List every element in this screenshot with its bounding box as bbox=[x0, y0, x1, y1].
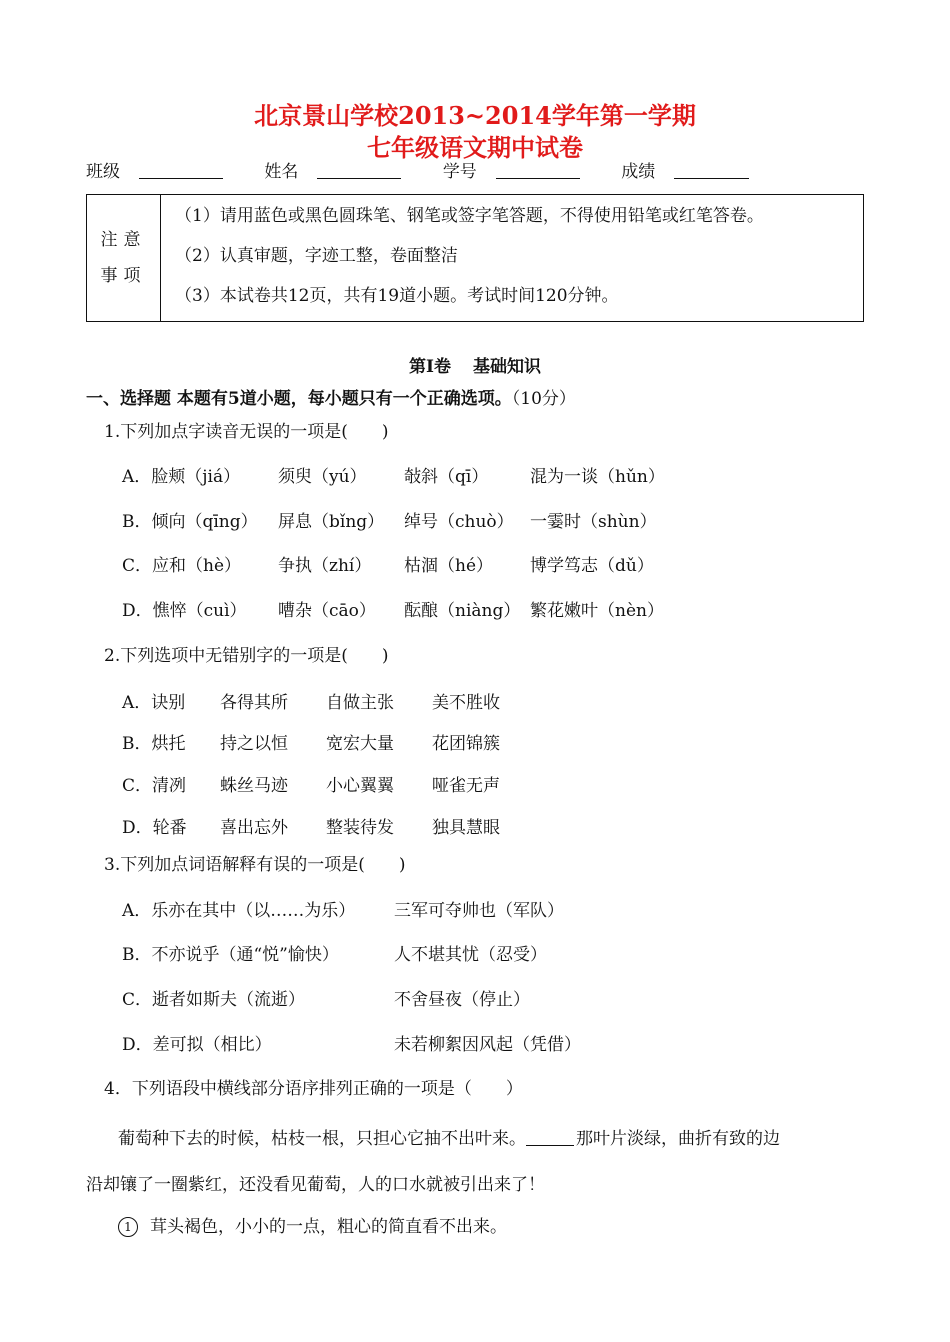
q1-option-d-2: 嘈杂（cāo） bbox=[278, 601, 376, 621]
q2-option-d-1[interactable]: D．轮番 bbox=[122, 818, 187, 838]
q1-option-b-2: 屏息（bǐng） bbox=[278, 512, 385, 532]
exam-title-line2: 七年级语文期中试卷 bbox=[367, 133, 583, 162]
score-blank[interactable] bbox=[674, 164, 749, 179]
q2-option-a-3: 自做主张 bbox=[326, 693, 394, 713]
score-field[interactable]: 成绩 bbox=[621, 162, 767, 182]
question-4-stem: 4．下列语段中横线部分语序排列正确的一项是（ ） bbox=[104, 1079, 523, 1099]
q3-option-a-1[interactable]: A．乐亦在其中（以……为乐） bbox=[122, 901, 356, 921]
q1-option-d-1[interactable]: D．憔悴（cuì） bbox=[122, 601, 247, 621]
exam-title-line1: 北京景山学校2013~2014学年第一学期 bbox=[254, 101, 696, 130]
question-2-stem: 2.下列选项中无错别字的一项是( ) bbox=[104, 646, 389, 666]
q1-option-c-1[interactable]: C．应和（hè） bbox=[122, 556, 242, 576]
q4-passage-line2: 沿却镶了一圈紫红，还没看见葡萄，人的口水就被引出来了！ bbox=[86, 1175, 545, 1195]
q2-option-b-1[interactable]: B．烘托 bbox=[122, 734, 186, 754]
q1-option-b-1[interactable]: B．倾向（qīng） bbox=[122, 512, 258, 532]
q2-option-a-2: 各得其所 bbox=[220, 693, 288, 713]
q1-option-a-2: 须臾（yú） bbox=[278, 467, 367, 487]
q2-option-d-4: 独具慧眼 bbox=[432, 818, 500, 838]
q3-option-a-2: 三军可夺帅也（军队） bbox=[394, 901, 564, 921]
q2-option-b-4: 花团锦簇 bbox=[432, 734, 500, 754]
q3-option-b-2: 人不堪其忧（忍受） bbox=[394, 945, 547, 965]
q2-option-d-2: 喜出忘外 bbox=[220, 818, 288, 838]
q1-option-d-4: 繁花嫩叶（nèn） bbox=[530, 601, 664, 621]
class-field[interactable]: 班级 bbox=[86, 162, 241, 182]
q3-option-b-1[interactable]: B．不亦说乎（通“悦”愉快） bbox=[122, 945, 339, 965]
q4-blank[interactable] bbox=[526, 1131, 574, 1146]
q1-option-a-1[interactable]: A．脸颊（jiá） bbox=[122, 467, 241, 487]
q1-option-d-3: 酝酿（niàng） bbox=[404, 601, 521, 621]
q2-option-c-4: 哑雀无声 bbox=[432, 776, 500, 796]
q3-option-c-1[interactable]: C．逝者如斯夫（流逝） bbox=[122, 990, 306, 1010]
name-blank[interactable] bbox=[317, 164, 401, 179]
q2-option-d-3: 整装待发 bbox=[326, 818, 394, 838]
q1-option-b-3: 绰号（chuò） bbox=[404, 512, 514, 532]
student-id-field[interactable]: 学号 bbox=[443, 162, 598, 182]
q2-option-c-2: 蛛丝马迹 bbox=[220, 776, 288, 796]
class-blank[interactable] bbox=[139, 164, 223, 179]
notice-item-3: （3）本试卷共12页，共有19道小题。考试时间120分钟。 bbox=[175, 286, 619, 306]
q1-option-a-4: 混为一谈（hǔn） bbox=[530, 467, 665, 487]
notice-item-2: （2）认真审题，字迹工整，卷面整洁 bbox=[175, 246, 458, 266]
q2-option-c-3: 小心翼翼 bbox=[326, 776, 394, 796]
q3-option-d-2: 未若柳絮因风起（凭借） bbox=[394, 1035, 581, 1055]
q1-option-a-3: 敧斜（qī） bbox=[404, 467, 489, 487]
q2-option-b-2: 持之以恒 bbox=[220, 734, 288, 754]
q1-option-b-4: 一霎时（shùn） bbox=[530, 512, 657, 532]
q4-item-1: 1 茸头褐色，小小的一点，粗心的简直看不出来。 bbox=[118, 1212, 507, 1237]
part1-heading: 一、选择题 本题有5道小题，每小题只有一个正确选项。（10分） bbox=[86, 389, 576, 409]
q2-option-c-1[interactable]: C．清冽 bbox=[122, 776, 187, 796]
question-3-stem: 3.下列加点词语解释有误的一项是( ) bbox=[104, 855, 406, 875]
notice-item-1: （1）请用蓝色或黑色圆珠笔、钢笔或签字笔答题，不得使用铅笔或红笔答卷。 bbox=[175, 206, 764, 226]
q2-option-a-4: 美不胜收 bbox=[432, 693, 500, 713]
name-field[interactable]: 姓名 bbox=[264, 162, 419, 182]
section-title: 第Ⅰ卷 基础知识 bbox=[409, 357, 541, 377]
q1-option-c-4: 博学笃志（dǔ） bbox=[530, 556, 654, 576]
student-info-line bbox=[86, 157, 785, 182]
notice-label: 注意 事项 bbox=[87, 195, 161, 321]
circled-number-1: 1 bbox=[118, 1217, 138, 1237]
q3-option-c-2: 不舍昼夜（停止） bbox=[394, 990, 530, 1010]
q1-option-c-2: 争执（zhí） bbox=[278, 556, 372, 576]
student-id-blank[interactable] bbox=[496, 164, 580, 179]
question-1-stem: 1.下列加点字读音无误的一项是( ) bbox=[104, 422, 389, 442]
q3-option-d-1[interactable]: D．差可拟（相比） bbox=[122, 1035, 272, 1055]
q4-passage-line1: 葡萄种下去的时候，枯枝一根，只担心它抽不出叶来。 那叶片淡绿，曲折有致的边 bbox=[118, 1129, 780, 1149]
q2-option-b-3: 宽宏大量 bbox=[326, 734, 394, 754]
q2-option-a-1[interactable]: A．诀别 bbox=[122, 693, 186, 713]
notice-box bbox=[86, 194, 864, 322]
q1-option-c-3: 枯涸（hé） bbox=[404, 556, 494, 576]
